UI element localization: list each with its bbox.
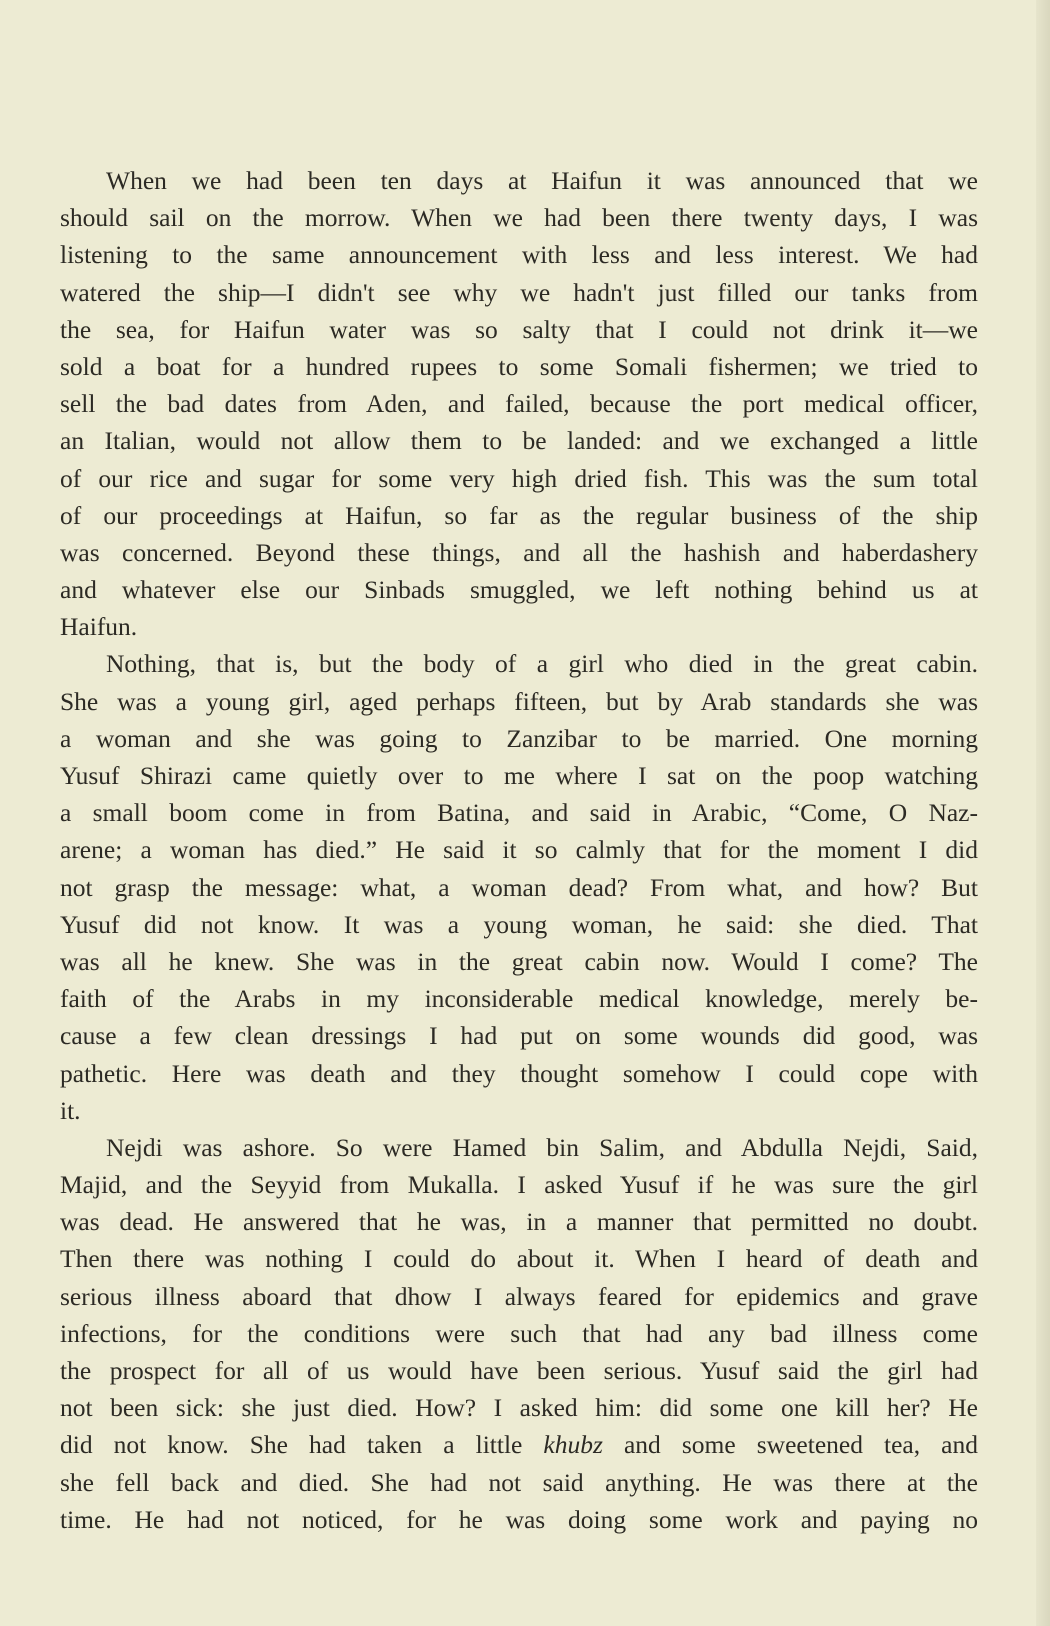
text-fragment: did not know. She had taken a little xyxy=(60,1430,544,1460)
body-text xyxy=(60,162,978,1538)
text-line: faith of the Arabs in my inconsiderable medical knowledge, merely be- xyxy=(60,984,978,1014)
page-edge xyxy=(1036,0,1050,1626)
text-line: serious illness aboard that dhow I always feared for epidemics and grave xyxy=(60,1281,978,1311)
text-line: She was a young girl, aged perhaps fifteen, but by Arab standards she was xyxy=(60,686,978,716)
text-line: arene; a woman has died.” He said it so calmly that for the moment I did xyxy=(60,835,978,865)
text-line: sell the bad dates from Aden, and failed, because the port medical officer, xyxy=(60,389,978,419)
text-line: not grasp the message: what, a woman dead? From what, and how? But xyxy=(60,872,978,902)
text-line: infections, for the conditions were such that had any bad illness come xyxy=(60,1318,978,1348)
text-line: and whatever else our Sinbads smuggled, we left nothing behind us at xyxy=(60,575,978,605)
text-line: a small boom come in from Batina, and said in Arabic, “Come, O Naz- xyxy=(60,798,978,828)
text-line: pathetic. Here was death and they thought somehow I could cope with xyxy=(60,1058,978,1088)
text-line: the prospect for all of us would have been serious. Yusuf said the girl had xyxy=(60,1356,978,1385)
text-line: Nothing, that is, but the body of a girl who died in the great cabin. xyxy=(106,649,978,679)
text-line: the sea, for Haifun water was so salty that I could not drink it—we xyxy=(60,314,978,344)
text-fragment: and some sweetened tea, and xyxy=(602,1430,978,1460)
text-line: a woman and she was going to Zanzibar to be married. One morning xyxy=(60,723,978,753)
text-line: watered the ship—I didn't see why we hadn't just filled our tanks from xyxy=(60,277,978,307)
text-line: sold a boat for a hundred rupees to some Somali fishermen; we tried to xyxy=(60,351,978,381)
text-line: When we had been ten days at Haifun it was announced that we xyxy=(106,166,978,195)
text-line-with-italic xyxy=(60,1426,978,1463)
text-line: was concerned. Beyond these things, and all the hashish and haberdashery xyxy=(60,537,978,567)
text-line: Then there was nothing I could do about it. When I heard of death and xyxy=(60,1244,978,1274)
italic-word: khubz xyxy=(543,1430,603,1460)
text-line: Yusuf did not know. It was a young woman, he said: she died. That xyxy=(60,909,978,939)
text-line: of our rice and sugar for some very high dried fish. This was the sum total xyxy=(60,463,978,493)
text-line: of our proceedings at Haifun, so far as the regular business of the ship xyxy=(60,500,978,530)
text-line: should sail on the morrow. When we had been there twenty days, I was xyxy=(60,203,978,233)
text-line: Haifun. xyxy=(60,612,138,642)
text-line: an Italian, would not allow them to be landed: and we exchanged a little xyxy=(60,426,978,456)
text-line: time. He had not noticed, for he was doing some work and paying no xyxy=(60,1504,978,1534)
text-line: Majid, and the Seyyid from Mukalla. I asked Yusuf if he was sure the girl xyxy=(60,1170,978,1200)
text-line: Nejdi was ashore. So were Hamed bin Salim, and Abdulla Nejdi, Said, xyxy=(106,1132,978,1162)
text-line: cause a few clean dressings I had put on some wounds did good, was xyxy=(60,1021,978,1051)
text-line: not been sick: she just died. How? I asked him: did some one kill her? He xyxy=(60,1393,978,1423)
text-line: she fell back and died. She had not said anything. He was there at the xyxy=(60,1467,978,1497)
text-line: it. xyxy=(60,1095,81,1125)
text-line: was all he knew. She was in the great cabin now. Would I come? The xyxy=(60,946,978,976)
text-line: was dead. He answered that he was, in a manner that permitted no doubt. xyxy=(60,1207,978,1237)
text-line: Yusuf Shirazi came quietly over to me where I sat on the poop watching xyxy=(60,761,978,790)
text-line: listening to the same announcement with less and less interest. We had xyxy=(60,240,978,270)
